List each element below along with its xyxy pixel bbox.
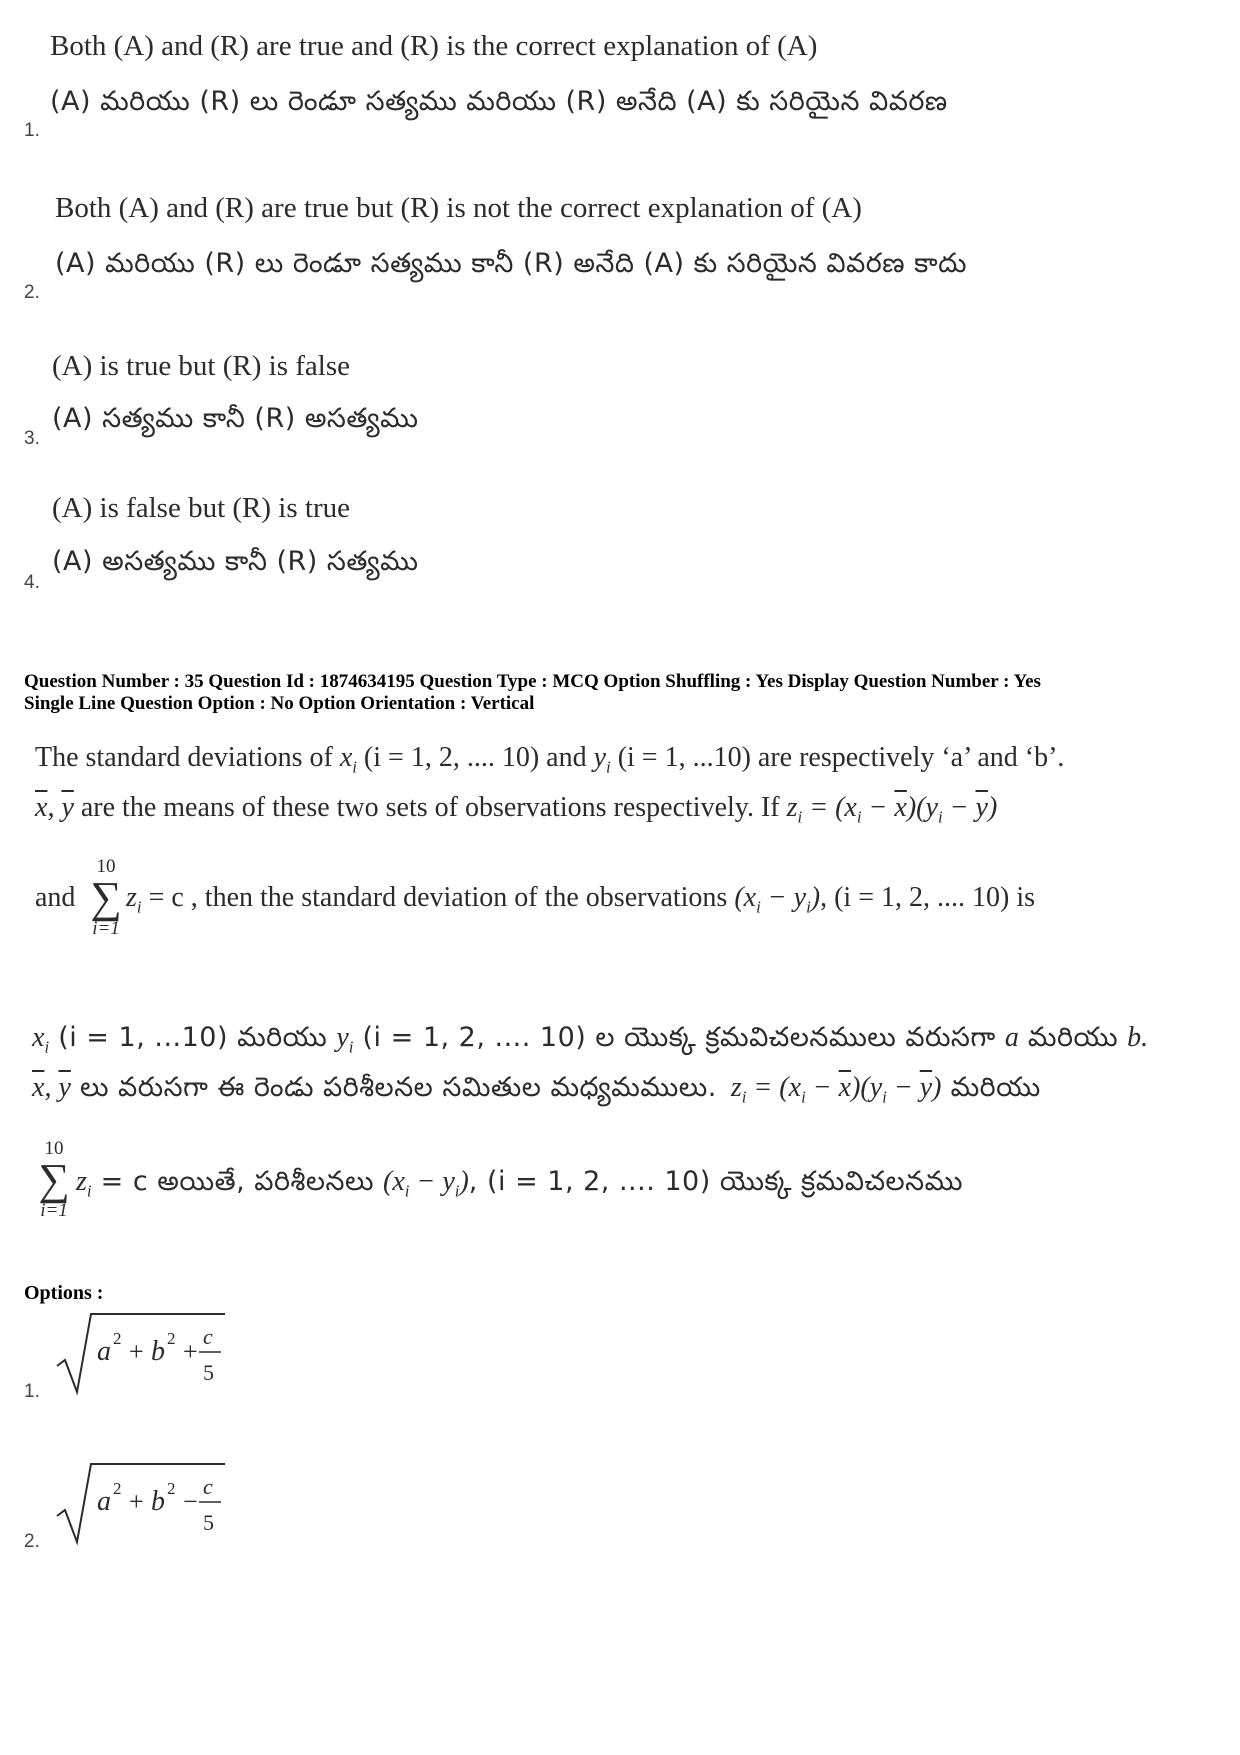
- q-en-text: are the means of these two sets of observations respectively. If: [73, 792, 787, 823]
- q-te-text: , (i = 1, 2, .... 10) యొక్క క్రమవిచలనము: [468, 1166, 964, 1197]
- mean-symbols: $\overline{x}$, $\overline{y}$: [35, 792, 74, 823]
- svg-text:c: c: [203, 1474, 213, 1499]
- x-i: $x_i$: [32, 1022, 50, 1057]
- option-1-sign: +: [183, 1337, 198, 1366]
- prev-option-2-en: Both (A) and (R) are true but (R) is not the correct explanation of (A): [55, 192, 862, 224]
- option-2-formula: [55, 1458, 235, 1548]
- prev-option-3-en: (A) is true but (R) is false: [52, 350, 350, 382]
- q-en-text: = c , then the standard deviation of the observations: [141, 882, 735, 913]
- question-en-line-2: [35, 792, 997, 828]
- prev-option-1-number: 1.: [24, 120, 40, 141]
- svg-text:5: 5: [203, 1510, 214, 1535]
- q-te-text: = c అయితే, పరిశీలనలు: [91, 1166, 384, 1197]
- sigma-lower: i=1: [92, 918, 120, 939]
- svg-text:c: c: [203, 1324, 213, 1349]
- sigma-symbol: ∑: [38, 1155, 70, 1204]
- prev-option-1-en: Both (A) and (R) are true and (R) is the correct explanation of (A): [50, 30, 818, 62]
- svg-text:a: a: [97, 1486, 111, 1517]
- prev-option-2-number: 2.: [24, 282, 40, 303]
- q-en-text: (i = 1, ...10) are respectively ‘a’ and ‘b’.: [610, 742, 1065, 773]
- question-meta-line-2: Single Line Question Option : No Option Orientation : Vertical: [24, 693, 535, 714]
- prev-option-3-te: (A) సత్యము కానీ (R) అసత్యము: [52, 403, 419, 434]
- q-en-text: (i = 1, 2, .... 10) and: [356, 742, 594, 773]
- q-te-text: మరియు: [1018, 1022, 1128, 1053]
- q-en-text: , (i = 1, 2, .... 10) is: [820, 882, 1035, 913]
- prev-option-4-te: (A) అసత్యము కానీ (R) సత్యము: [52, 546, 419, 577]
- q-en-text: The standard deviations of: [35, 742, 340, 773]
- svg-text:+: +: [129, 1337, 144, 1366]
- option-1-formula: [55, 1308, 235, 1398]
- svg-text:5: 5: [203, 1360, 214, 1385]
- svg-text:+: +: [129, 1487, 144, 1516]
- a: a: [1004, 1022, 1019, 1053]
- options-label: Options :: [24, 1282, 104, 1304]
- prev-option-4-en: (A) is false but (R) is true: [52, 492, 350, 524]
- summation-te: [36, 1138, 72, 1222]
- svg-text:2: 2: [113, 1479, 122, 1498]
- option-2-sign: −: [183, 1487, 198, 1516]
- svg-text:a: a: [97, 1336, 111, 1367]
- prev-option-2-te: (A) మరియు (R) లు రెండూ సత్యము కానీ (R) అనేది (A) కు సరియైన వివరణ కాదు: [55, 248, 967, 279]
- x-minus-y: $(x_i - y_i)$: [383, 1166, 469, 1201]
- z-definition: $z_i = (x_i - \overline{x})(y_i - \overline{y})$: [786, 792, 998, 827]
- question-meta-line-1: Question Number : 35 Question Id : 1874634195 Question Type : MCQ Option Shuffling : Yes Display Question Number : Yes: [24, 671, 1041, 692]
- question-meta: [24, 671, 1041, 715]
- prev-option-4-number: 4.: [24, 572, 40, 593]
- sigma-upper: 10: [96, 856, 116, 877]
- q-en-and: and: [35, 882, 76, 913]
- y-i: $y_i$: [336, 1022, 354, 1057]
- q-te-text: (i = 1, 2, .... 10) ల యొక్క క్రమవిచలనములు వరుసగా: [353, 1022, 1005, 1053]
- q-te-text: లు వరుసగా ఈ రెండు పరిశీలనల సమితుల మధ్యమములు.: [70, 1072, 717, 1103]
- sigma-upper: 10: [44, 1138, 64, 1159]
- svg-text:b: b: [151, 1486, 165, 1517]
- sigma-lower: i=1: [40, 1200, 68, 1221]
- q-te-text: మరియు: [941, 1072, 1041, 1103]
- x-i: $x_i$: [339, 742, 357, 777]
- question-te-line-1: [32, 1022, 1148, 1060]
- question-te-line-2: [32, 1072, 1041, 1110]
- prev-option-3-number: 3.: [24, 428, 40, 449]
- q-te-text: (i = 1, ...10) మరియు: [49, 1022, 337, 1053]
- y-i: $y_i$: [593, 742, 611, 777]
- svg-text:b: b: [151, 1336, 165, 1367]
- summation-en: [88, 856, 124, 940]
- svg-text:2: 2: [167, 1479, 176, 1498]
- prev-option-1-te: (A) మరియు (R) లు రెండూ సత్యము మరియు (R) అనేది (A) కు సరియైన వివరణ: [50, 86, 948, 117]
- x-minus-y: $(x_i - y_i)$: [734, 882, 821, 917]
- z-i: $z_i$: [76, 1166, 92, 1201]
- b: b.: [1127, 1022, 1149, 1053]
- svg-text:2: 2: [113, 1329, 122, 1348]
- z-definition: $z_i = (x_i - \overline{x})(y_i - \overline{y})$: [730, 1072, 942, 1107]
- sigma-symbol: ∑: [90, 873, 122, 922]
- z-i: $z_i$: [126, 882, 142, 917]
- question-en-line-3: [126, 882, 1035, 918]
- question-te-line-3: [76, 1166, 963, 1204]
- question-en-line-1: [35, 742, 1064, 778]
- mean-symbols: $\overline{x}$, $\overline{y}$: [32, 1072, 71, 1103]
- option-2-number: 2.: [24, 1531, 40, 1552]
- svg-text:2: 2: [167, 1329, 176, 1348]
- option-1-number: 1.: [24, 1381, 40, 1402]
